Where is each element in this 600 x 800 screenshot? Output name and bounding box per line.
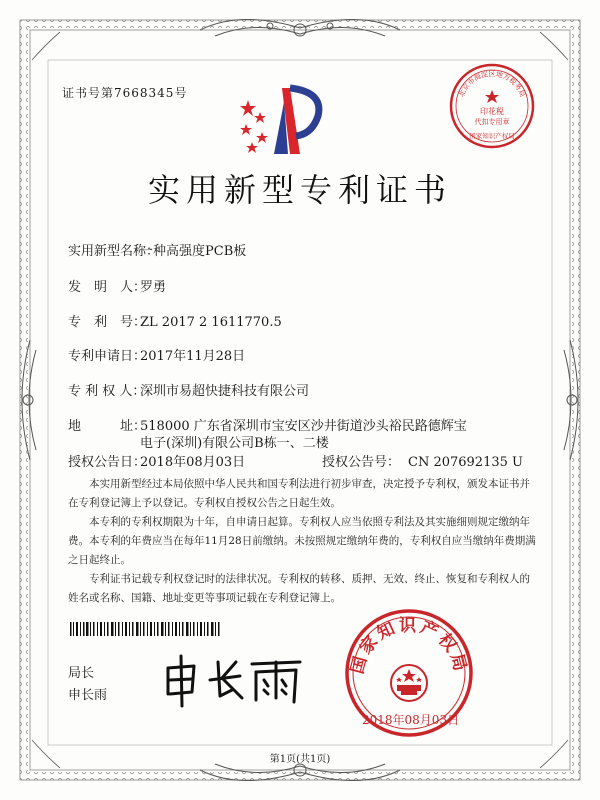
top-stamp-ring-text: 北京市海淀区地方税务局 — [457, 70, 527, 99]
field-value-patentee: 深圳市易超快捷科技有限公司 — [140, 384, 310, 399]
director-title: 局长 — [68, 666, 95, 681]
field-label-patent-number: 专 利 号： — [68, 315, 147, 330]
barcode-icon — [70, 622, 220, 636]
field-value-grant-date: 2018年08月03日 — [140, 455, 246, 470]
certificate-number: 证书号第7668345号 — [62, 86, 188, 100]
field-label-inventor: 发 明 人： — [68, 280, 147, 295]
announcement-value: CN 207692135 U — [408, 455, 523, 470]
director-name: 申长雨 — [68, 688, 108, 703]
field-value-filing-date: 2017年11月28日 — [140, 349, 246, 364]
top-stamp-line2: 代扣专用章 — [474, 118, 510, 126]
body-paragraph: 专利证书记载专利权登记时的法律状况。专利权的转移、质押、无效、终止、恢复和专利权人的姓名或名称、国籍、地址变更等事项记载在专利登记簿上。 — [68, 573, 530, 604]
announcement-label: 授权公告号： — [322, 455, 401, 470]
certificate-body — [68, 475, 538, 608]
field-label-grant-date: 授权公告日： — [68, 455, 147, 470]
field-label-address: 地 址： — [68, 419, 147, 434]
body-paragraph: 本实用新型经过本局依照中华人民共和国专利法进行初步审查，决定授予专利权，颁发本证书并在专利登记簿上予以登记。专利权自授权公告之日起生效。 — [68, 478, 530, 509]
field-value-inventor: 罗勇 — [140, 280, 167, 295]
body-paragraph: 本专利的专利权期限为十年，自申请日起算。专利权人应当依照专利法及其实施细则规定缴纳年费。本专利的年费应当在每年11月28日前缴纳。未按照规定缴纳年费的，专利权自应当缴纳年费期满之日起终止。 — [68, 516, 536, 566]
tax-stamp-icon — [448, 62, 536, 150]
field-value-address-line2: 电子(深圳)有限公司B栋一、二楼 — [140, 436, 329, 451]
field-label-name: 实用新型名称： — [68, 244, 160, 259]
field-label-filing-date: 专利申请日： — [68, 349, 147, 364]
top-stamp-bottom: 国家知识产权局 — [469, 132, 515, 140]
cnipa-emblem-icon — [238, 82, 326, 162]
page-title: 实用新型专利证书 — [147, 171, 452, 209]
field-label-patentee: 专 利 权 人： — [68, 384, 146, 399]
seal-date: 2018年08月03日 — [362, 713, 460, 727]
field-value-address: 518000 广东省深圳市宝安区沙井街道沙头裕民路德辉宝 — [140, 419, 467, 434]
field-value-name: 一种高强度PCB板 — [140, 244, 247, 259]
field-value-patent-number: ZL 2017 2 1611770.5 — [140, 315, 282, 330]
page-number: 第1页(共1页) — [269, 754, 331, 765]
bottom-stamp-ring-text: 国家知识产权局 — [347, 616, 471, 676]
svg-text:国家知识产权局 — [347, 616, 470, 676]
top-stamp-line1: 印花税 — [480, 107, 504, 116]
handwritten-signature — [160, 650, 310, 710]
